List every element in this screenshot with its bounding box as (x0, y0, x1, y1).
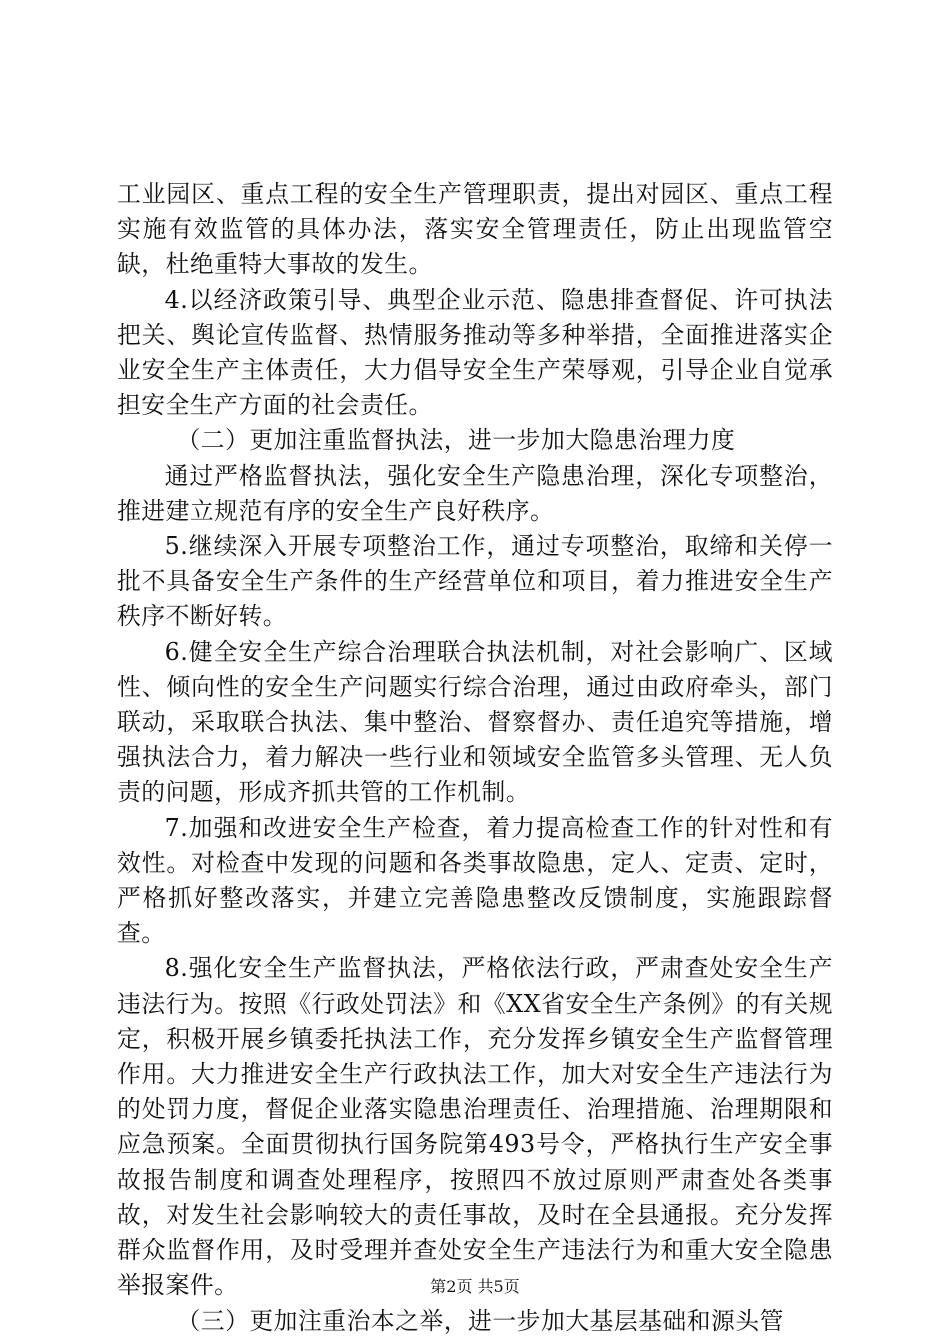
paragraph-section-intro: 通过严格监督执法，强化安全生产隐患治理，深化专项整治，推进建立规范有序的安全生产良好秩序。 (117, 461, 833, 525)
paragraph-item-7: 7.加强和改进安全生产检查，着力提高检查工作的针对性和有效性。对检查中发现的问题和各类事故隐患，定人、定责、定时，严格抓好整改落实，并建立完善隐患整改反馈制度，实施跟踪督查。 (117, 813, 833, 948)
paragraph-continuation: 工业园区、重点工程的安全生产管理职责，提出对园区、重点工程实施有效监管的具体办法，落实安全管理责任，防止出现监管空缺，杜绝重特大事故的发生。 (117, 180, 833, 279)
page-footer: 第2页 共5页 (430, 1277, 520, 1296)
paragraph-item-6: 6.健全安全生产综合治理联合执法机制，对社会影响广、区域性、倾向性的安全生产问题实行综合治理，通过由政府牵头，部门联动，采取联合执法、集中整治、督察督办、责任追究等措施，增强执法合力，着力解决一些行业和领域安全监管多头管理、无人负责的问题，形成齐抓共管的工作机制。 (117, 637, 833, 807)
section-heading-3: （三）更加注重治本之举，进一步加大基层基础和源头管 (176, 1306, 784, 1335)
paragraph-item-8: 8.强化安全生产监督执法，严格依法行政，严肃查处安全生产违法行为。按照《行政处罚法》和《XX省安全生产条例》的有关规定，积极开展乡镇委托执法工作，充分发挥乡镇安全生产监督管理作用。大力推进安全生产行政执法工作，加大对安全生产违法行为的处罚力度，督促企业落实隐患治理责任、治理措施、治理期限和应急预案。全面贯彻执行国务院第493号令，严格执行生产安全事故报告制度和调查处理程序，按照四不放过原则严肃查处各类事故，对发生社会影响较大的责任事故，及时在全县通报。充分发挥群众监督作用，及时受理并查处安全生产违法行为和重大安全隐患举报案件。 (117, 954, 833, 1300)
document-body (117, 177, 833, 1339)
paragraph-item-4: 4.以经济政策引导、典型企业示范、隐患排查督促、许可执法把关、舆论宣传监督、热情服务推动等多种举措，全面推进落实企业安全生产主体责任，大力倡导安全生产荣辱观，引导企业自觉承担安全生产方面的社会责任。 (117, 285, 833, 420)
paragraph-item-5: 5.继续深入开展专项整治工作，通过专项整治，取缔和关停一批不具备安全生产条件的生产经营单位和项目，着力推进安全生产秩序不断好转。 (117, 532, 833, 631)
section-heading-2: （二）更加注重监督执法，进一步加大隐患治理力度 (176, 426, 736, 455)
